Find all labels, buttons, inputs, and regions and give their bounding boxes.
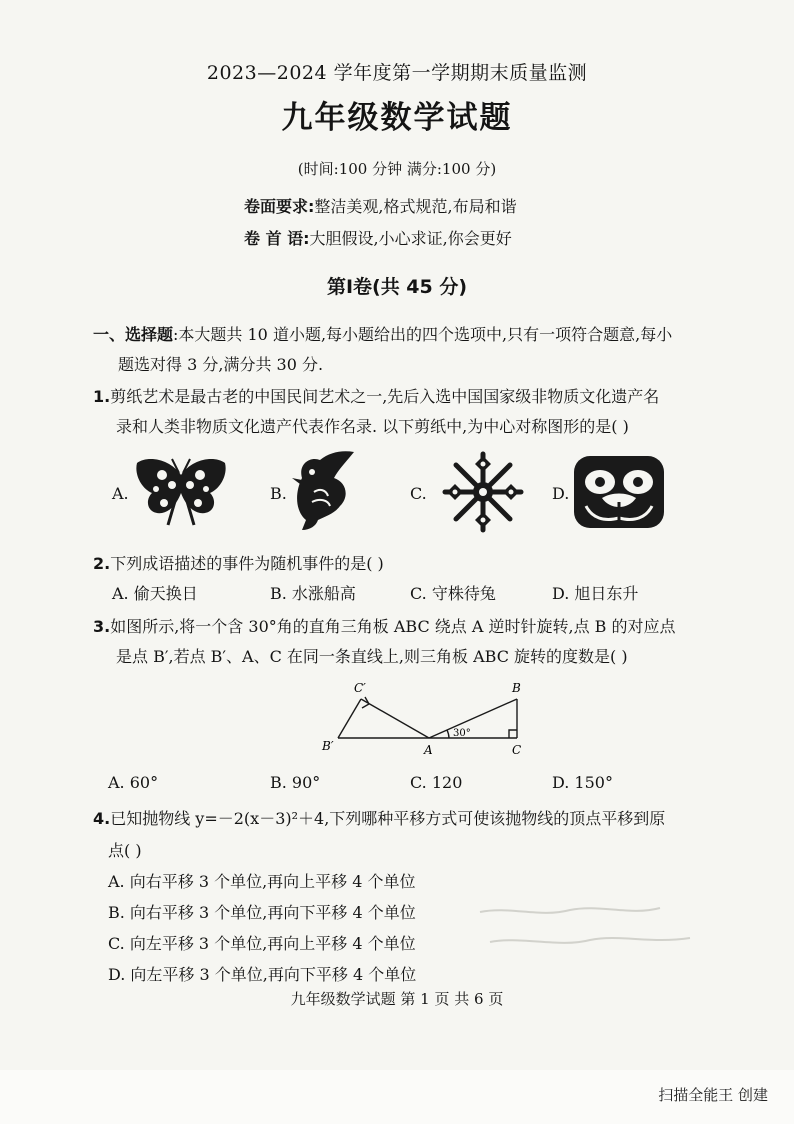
side-b-prime-c-prime [338,699,361,738]
question-3-line1: 3.如图所示,将一个含 30°角的直角三角板 ABC 绕点 A 逆时针旋转,点 B 的对应点 [93,617,676,636]
bleed-through-smudge [470,898,730,962]
question-4-number: 4. [93,809,111,828]
part-title: 第Ⅰ卷(共 45 分) [326,276,468,298]
right-angle-c-prime [362,697,369,708]
question-4-option-a: A. 向右平移 3 个单位,再向上平移 4 个单位 [108,872,416,891]
section-label: 一、选择题 [93,325,174,344]
label-c: C [512,743,522,757]
question-2-option-a: A. 偷天换日 [112,584,198,603]
question-4-line2: 点( ) [108,841,142,860]
paper-requirement [244,194,517,217]
rotated-triangle-diagram [316,678,536,764]
question-3-option-b: B. 90° [270,773,321,792]
question-2-option-d: D. 旭日东升 [552,584,639,603]
label-angle-30: 30° [453,728,471,739]
scanner-watermark: 扫描全能王 创建 [658,1086,768,1104]
motto-label: 卷 首 语: [244,229,310,248]
question-1-number: 1. [93,387,111,406]
swallow-papercut-icon [290,448,360,536]
question-1-option-a: A. [112,484,129,503]
question-1-line2: 录和人类非物质文化遗产代表作名录. 以下剪纸中,为中心对称图形的是( ) [116,417,629,436]
question-1-option-b: B. [270,484,287,503]
section-text-line1: :本大题共 10 道小题,每小题给出的四个选项中,只有一项符合题意,每小 [173,325,673,344]
section-heading [93,322,672,345]
label-b-prime: B′ [322,739,334,753]
question-3-number: 3. [93,617,111,636]
exam-title: 九年级数学试题 [281,100,513,136]
question-3-option-d: D. 150° [552,773,613,792]
question-2-line1: 2.下列成语描述的事件为随机事件的是( ) [93,554,384,573]
question-4-option-c: C. 向左平移 3 个单位,再向上平移 4 个单位 [108,934,416,953]
motto-text: 大胆假设,小心求证,你会更好 [309,229,512,248]
requirement-label: 卷面要求: [244,197,315,216]
section-text-line2: 题选对得 3 分,满分共 30 分. [118,355,324,374]
question-3-option-a: A. 60° [108,773,159,792]
right-angle-c [509,730,517,738]
question-1-option-d: D. [552,484,570,503]
fish-papercut-icon [572,454,666,534]
label-c-prime: C′ [354,681,366,695]
question-4-line1: 4.已知抛物线 y=－2(x－3)²＋4,下列哪种平移方式可使该抛物线的顶点平移到原 [93,809,666,828]
page-footer: 九年级数学试题 第 1 页 共 6 页 [290,990,504,1008]
label-b: B [512,681,521,695]
snowflake-papercut-icon [441,450,525,538]
question-3-option-c: C. 120 [410,773,463,792]
question-2-option-b: B. 水涨船高 [270,584,356,603]
motto [244,226,512,249]
question-4-option-b: B. 向右平移 3 个单位,再向下平移 4 个单位 [108,903,416,922]
question-2-option-c: C. 守株待兔 [410,584,496,603]
question-2-number: 2. [93,554,111,573]
label-a: A [424,743,433,757]
question-1-option-c: C. [410,484,427,503]
question-1-line1: 1.剪纸艺术是最古老的中国民间艺术之一,先后入选中国国家级非物质文化遗产名 [93,387,660,406]
question-4-option-d: D. 向左平移 3 个单位,再向下平移 4 个单位 [108,965,417,984]
requirement-text: 整洁美观,格式规范,布局和谐 [314,197,517,216]
angle-arc [447,730,449,738]
time-info: (时间:100 分钟 满分:100 分) [297,160,497,178]
question-3-line2: 是点 B′,若点 B′、A、C 在同一条直线上,则三角板 ABC 旋转的度数是( ) [116,647,628,666]
side-c-prime-a [361,699,429,738]
side-a-b [429,699,517,738]
butterfly-papercut-icon [134,455,228,531]
exam-term: 2023—2024 学年度第一学期期末质量监测 [206,62,588,84]
